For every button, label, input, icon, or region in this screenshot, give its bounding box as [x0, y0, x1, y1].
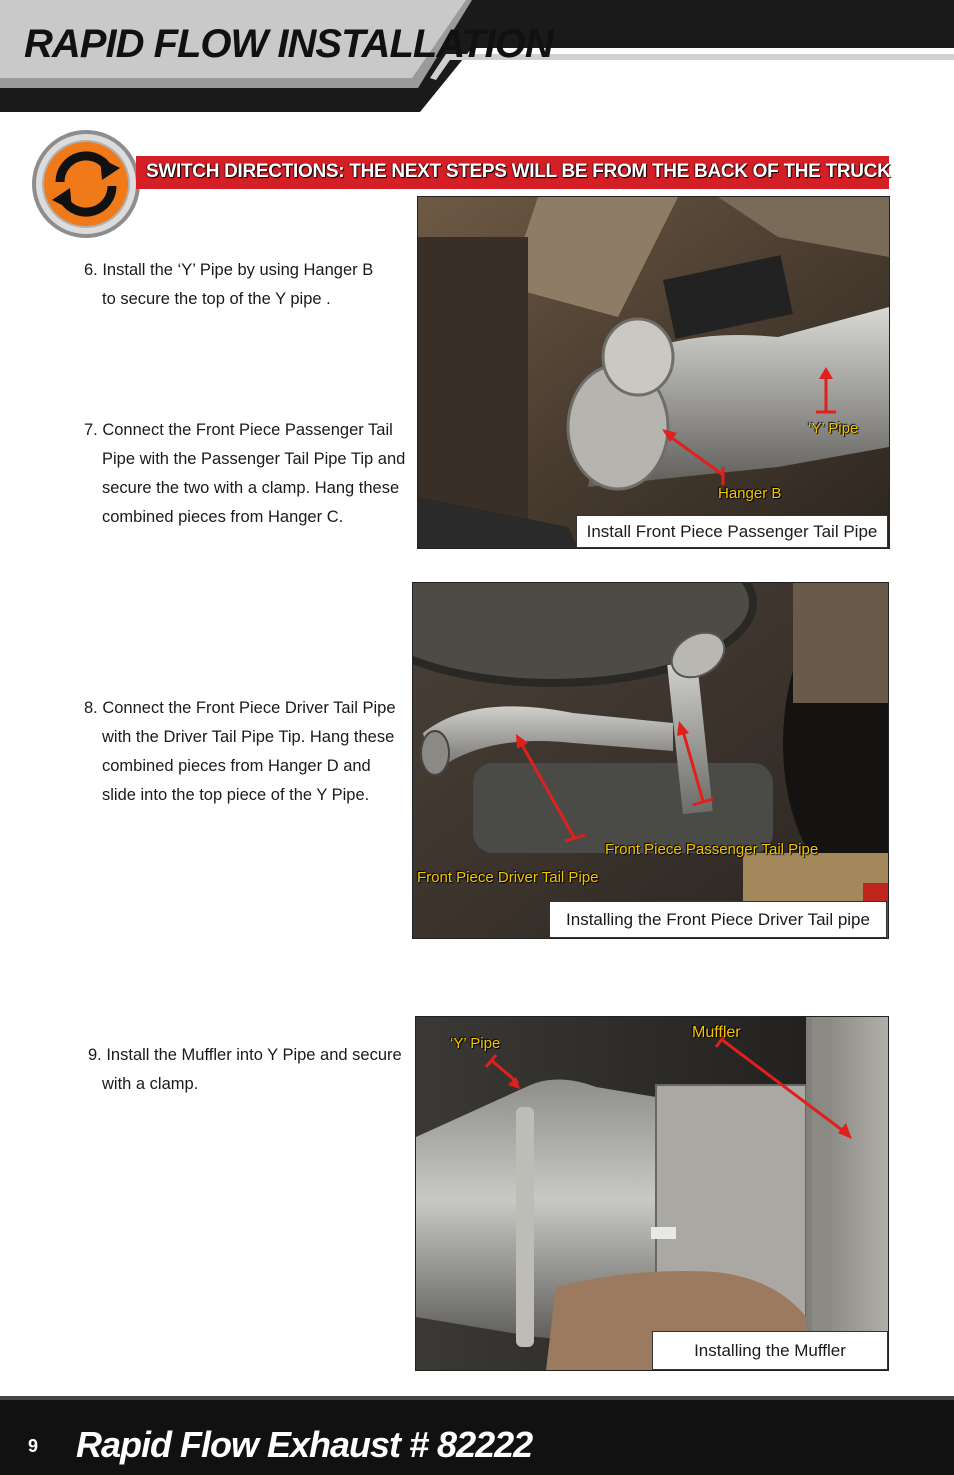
- step-6-line-1: 6. Install the ‘Y’ Pipe by using Hanger B: [84, 261, 374, 279]
- step-8-text: [84, 694, 396, 810]
- callout-y-pipe: ‘Y’ Pipe: [808, 420, 859, 437]
- photo-driver-tail-pipe: [412, 582, 889, 939]
- step-7-line-1: 7. Connect the Front Piece Passenger Tail: [84, 421, 393, 439]
- callout-muffler: Muffler: [692, 1024, 741, 1041]
- page-number: 9: [28, 1436, 39, 1456]
- step-6-text: [84, 256, 373, 314]
- photo-1-caption: Install Front Piece Passenger Tail Pipe: [576, 515, 888, 548]
- step-6-line-2: to secure the top of the Y pipe .: [102, 290, 331, 308]
- step-8-line-1: 8. Connect the Front Piece Driver Tail Pipe: [84, 699, 396, 717]
- step-7-line-3: secure the two with a clamp. Hang these: [102, 479, 400, 497]
- photo-y-pipe-hanger: [417, 196, 890, 549]
- photo-muffler: [415, 1016, 889, 1371]
- photo-2-caption: Installing the Front Piece Driver Tail pipe: [549, 901, 887, 938]
- callout-front-piece-passenger-tail-pipe: Front Piece Passenger Tail Pipe: [605, 841, 819, 858]
- step-8-line-3: combined pieces from Hanger D and: [102, 757, 371, 775]
- step-7-line-2: Pipe with the Passenger Tail Pipe Tip and: [102, 450, 406, 468]
- step-7-line-4: combined pieces from Hanger C.: [102, 508, 344, 526]
- callout-y-pipe-muffler: ‘Y’ Pipe: [450, 1035, 501, 1052]
- callout-hanger-b: Hanger B: [718, 485, 782, 502]
- step-8-line-4: slide into the top piece of the Y Pipe.: [102, 786, 370, 804]
- footer-divider: [0, 1396, 954, 1400]
- direction-banner: [136, 156, 889, 189]
- callout-front-piece-driver-tail-pipe: Front Piece Driver Tail Pipe: [417, 869, 599, 886]
- step-9-line-2: with a clamp.: [102, 1075, 199, 1093]
- circular-arrows-icon: [30, 128, 142, 240]
- photo-3-caption: Installing the Muffler: [652, 1331, 888, 1370]
- step-7-text: [84, 416, 405, 532]
- footer-title: Rapid Flow Exhaust # 82222: [76, 1424, 533, 1465]
- step-8-line-2: with the Driver Tail Pipe Tip. Hang these: [102, 728, 395, 746]
- page-title: RAPID FLOW INSTALLATION: [24, 22, 553, 66]
- step-9-text: [88, 1041, 402, 1099]
- banner-text: SWITCH DIRECTIONS: THE NEXT STEPS WILL BE FROM THE BACK OF THE TRUCK: [146, 161, 891, 182]
- step-9-line-1: 9. Install the Muffler into Y Pipe and secure: [88, 1046, 402, 1064]
